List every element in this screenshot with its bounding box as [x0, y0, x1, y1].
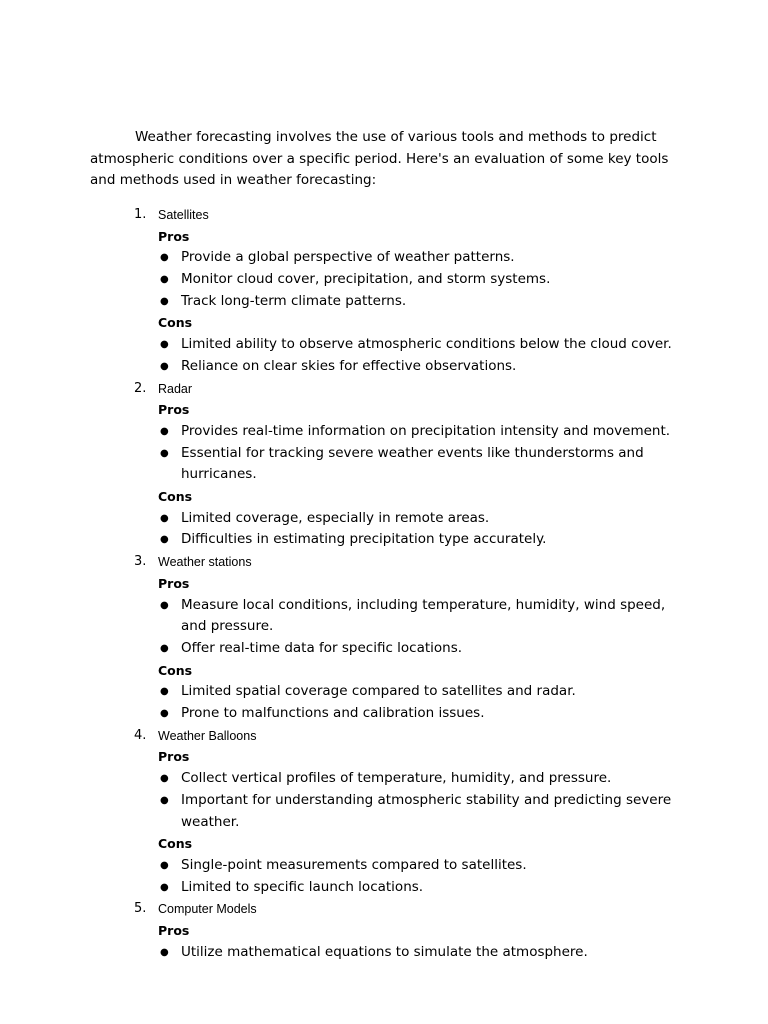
- method-title: Weather stations: [158, 555, 252, 570]
- bullet-text: Track long-term climate patterns.: [181, 292, 407, 309]
- bullet-dot-icon: ●: [160, 773, 169, 785]
- bullet-dot-icon: ●: [160, 946, 169, 958]
- bullet-text: Limited spatial coverage compared to satellites and radar.: [181, 683, 576, 700]
- bullet-dot-icon: ●: [160, 794, 169, 806]
- bullet-dot-icon: ●: [160, 599, 169, 611]
- bullet-text: Limited coverage, especially in remote areas.: [181, 509, 490, 526]
- bullet-dot-icon: ●: [160, 881, 169, 893]
- bullet-item: [160, 877, 691, 899]
- method-item: [0, 898, 768, 963]
- bullet-dot-icon: ●: [160, 642, 169, 654]
- bullet-text: Offer real-time data for specific locations.: [181, 639, 463, 656]
- pros-list: [0, 595, 768, 660]
- bullet-text: Prone to malfunctions and calibration issues.: [181, 705, 485, 722]
- bullet-item: [160, 595, 691, 638]
- bullet-dot-icon: ●: [160, 708, 169, 720]
- pros-list: [0, 247, 768, 312]
- bullet-text: Essential for tracking severe weather events like thunderstorms and hurricanes.: [181, 444, 644, 483]
- cons-list: [0, 334, 768, 377]
- method-number: 3.: [134, 554, 147, 570]
- bullet-item: [160, 790, 691, 833]
- pros-list: [0, 421, 768, 486]
- pros-label: Pros: [158, 749, 190, 765]
- bullet-item: [160, 269, 691, 291]
- methods-list: [0, 204, 768, 963]
- bullet-item: [160, 768, 691, 790]
- bullet-item: [160, 638, 691, 660]
- method-heading: [0, 204, 768, 226]
- method-heading: [0, 378, 768, 400]
- method-number: 4.: [134, 727, 147, 743]
- bullet-dot-icon: ●: [160, 512, 169, 524]
- pros-label: Pros: [158, 228, 190, 244]
- bullet-item: [160, 443, 691, 486]
- method-heading: [0, 898, 768, 920]
- pros-label: Pros: [158, 923, 190, 938]
- bullet-text: Difficulties in estimating precipitation type accurately.: [181, 531, 547, 548]
- bullet-dot-icon: ●: [160, 425, 169, 437]
- method-number: 1.: [134, 207, 147, 222]
- bullet-text: Important for understanding atmospheric stability and predicting severe weather.: [181, 791, 672, 830]
- method-heading: [0, 551, 768, 573]
- bullet-dot-icon: ●: [160, 859, 169, 871]
- bullet-dot-icon: ●: [160, 339, 169, 351]
- cons-list: [0, 855, 768, 898]
- bullet-text: Provide a global perspective of weather patterns.: [181, 249, 515, 266]
- pros-list: [0, 942, 768, 964]
- pros-label: Pros: [158, 575, 190, 591]
- bullet-item: [160, 508, 691, 530]
- bullet-dot-icon: ●: [160, 252, 169, 264]
- method-number: 2.: [134, 380, 147, 396]
- bullet-text: Limited ability to observe atmospheric conditions below the cloud cover.: [181, 336, 672, 353]
- bullet-item: [160, 291, 691, 313]
- cons-list: [0, 681, 768, 724]
- bullet-item: [160, 247, 691, 269]
- bullet-text: Reliance on clear skies for effective observations.: [181, 357, 517, 374]
- bullet-dot-icon: ●: [160, 274, 169, 286]
- bullet-text: Provides real-time information on precipitation intensity and movement.: [181, 422, 671, 439]
- bullet-dot-icon: ●: [160, 534, 169, 546]
- method-item: [0, 204, 768, 378]
- cons-list: [0, 508, 768, 551]
- bullet-text: Limited to specific launch locations.: [181, 878, 424, 895]
- bullet-item: [160, 421, 691, 443]
- cons-label: Cons: [158, 489, 193, 505]
- bullet-item: [160, 681, 691, 703]
- method-item: [0, 551, 768, 725]
- bullet-text: Monitor cloud cover, precipitation, and storm systems.: [181, 271, 551, 288]
- bullet-dot-icon: ●: [160, 447, 169, 459]
- method-title: Computer Models: [158, 902, 257, 917]
- method-heading: [0, 725, 768, 747]
- bullet-item: [160, 529, 691, 551]
- method-item: [0, 378, 768, 552]
- method-title: Weather Balloons: [158, 728, 257, 743]
- bullet-dot-icon: ●: [160, 360, 169, 372]
- bullet-text: Single-point measurements compared to satellites.: [181, 856, 527, 873]
- cons-label: Cons: [158, 836, 193, 852]
- method-title: Radar: [158, 381, 193, 396]
- bullet-text: Collect vertical profiles of temperature, humidity, and pressure.: [181, 770, 612, 787]
- pros-label: Pros: [158, 402, 190, 418]
- bullet-item: [160, 356, 691, 378]
- bullet-item: [160, 334, 691, 356]
- bullet-item: [160, 855, 691, 877]
- cons-label: Cons: [158, 662, 193, 678]
- bullet-dot-icon: ●: [160, 686, 169, 698]
- intro-paragraph: Weather forecasting involves the use of various tools and methods to predict atmospheric conditions over a specific period. Here's an evaluation of some key tools and methods used in weather forecasting:: [90, 129, 669, 189]
- cons-label: Cons: [158, 315, 193, 331]
- bullet-text: Utilize mathematical equations to simulate the atmosphere.: [181, 943, 588, 960]
- method-item: [0, 725, 768, 899]
- bullet-item: [160, 942, 691, 964]
- bullet-item: [160, 703, 691, 725]
- bullet-dot-icon: ●: [160, 295, 169, 307]
- pros-list: [0, 768, 768, 833]
- bullet-text: Measure local conditions, including temperature, humidity, wind speed, and pressure.: [181, 596, 666, 635]
- method-number: 5.: [134, 901, 147, 917]
- method-title: Satellites: [158, 208, 209, 222]
